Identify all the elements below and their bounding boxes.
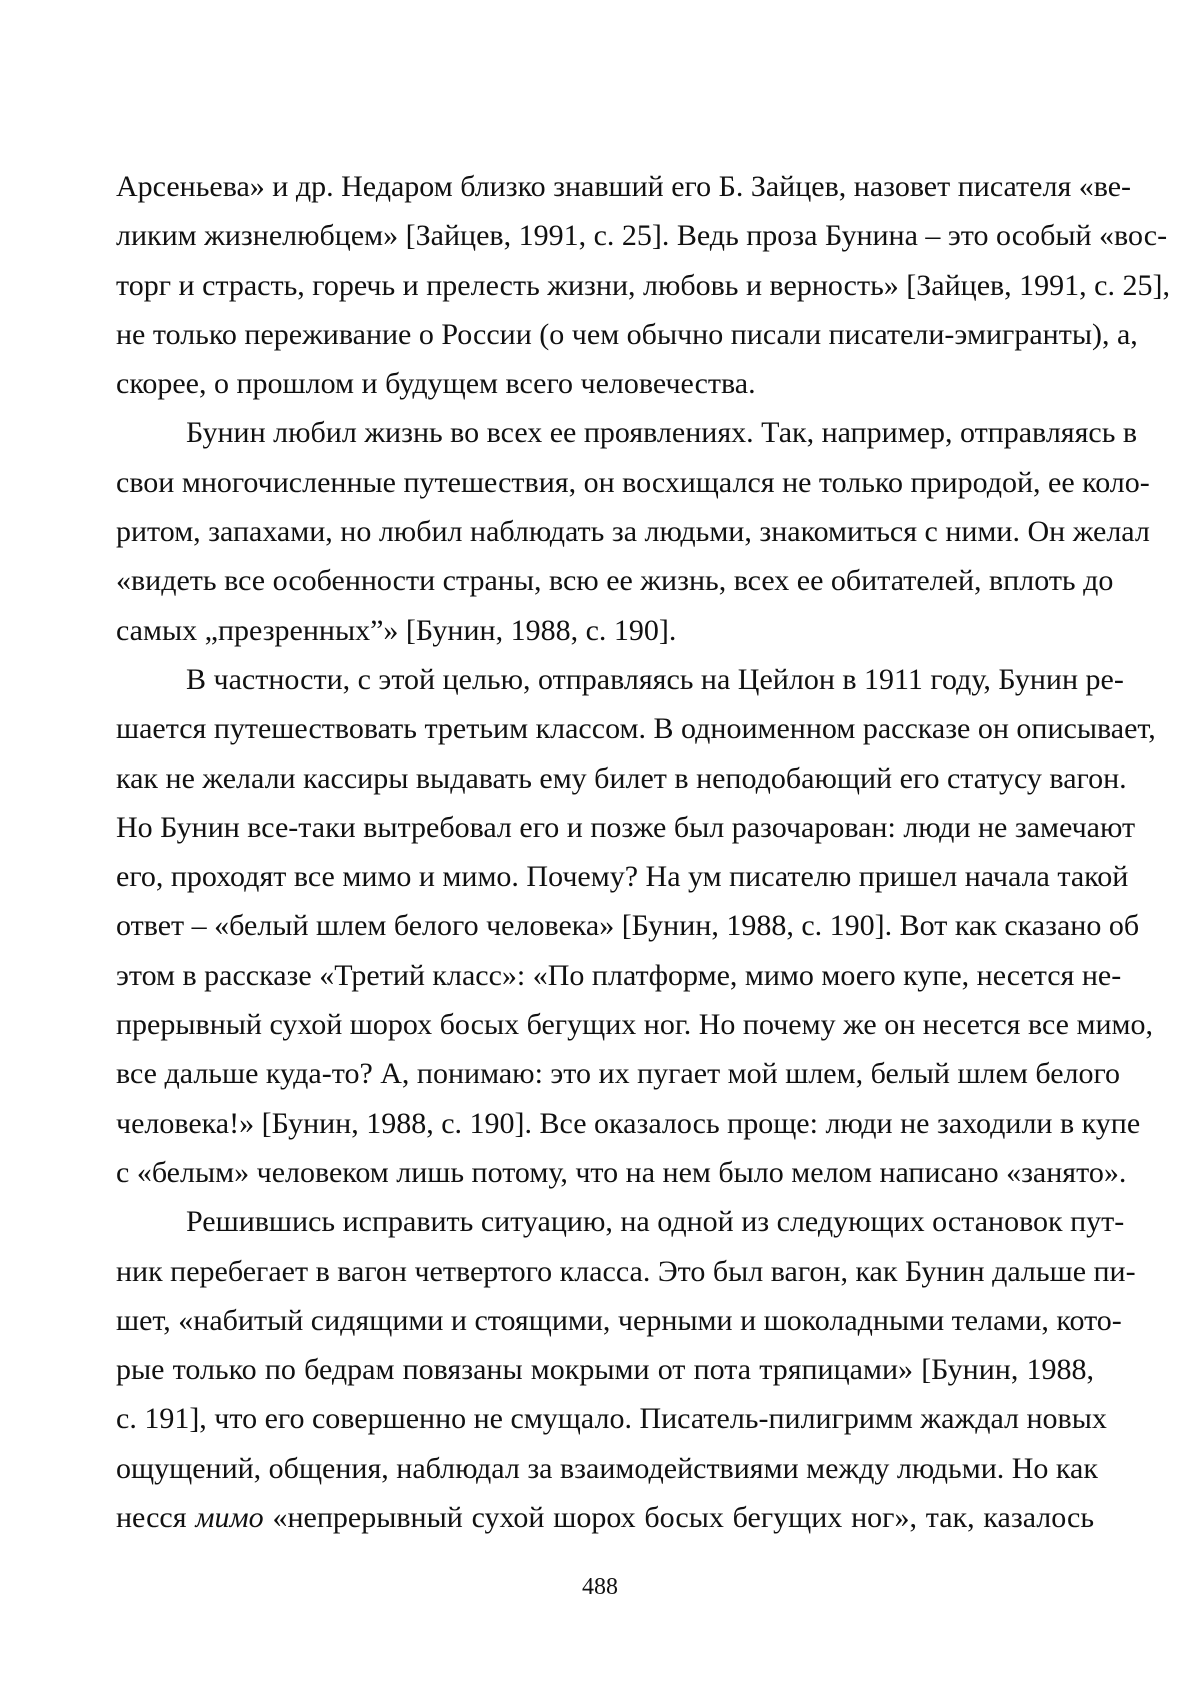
text-line: ритом, запахами, но любил наблюдать за людьми, знакомиться с ними. Он желал bbox=[116, 515, 1150, 549]
text-line: В частности, с этой целью, отправляясь на Цейлон в 1911 году, Бунин ре- bbox=[186, 662, 1124, 696]
text-line: с. 191], что его совершенно не смущало. Писатель-пилигримм жаждал новых bbox=[116, 1402, 1107, 1436]
paragraph bbox=[116, 655, 1156, 1197]
text-line: не только переживание о России (о чем обычно писали писатели-эмигранты), а, bbox=[116, 317, 1138, 351]
text-line: Бунин любил жизнь во всех ее проявлениях. Так, например, отправляясь в bbox=[186, 416, 1138, 450]
text-line: торг и страсть, горечь и прелесть жизни, любовь и верность» [Зайцев, 1991, с. 25], bbox=[116, 268, 1170, 302]
text-line: ответ – «белый шлем белого человека» [Бунин, 1988, с. 190]. Вот как сказано об bbox=[116, 909, 1140, 943]
text-line: его, проходят все мимо и мимо. Почему? На ум писателю пришел начала такой bbox=[116, 860, 1129, 894]
text-line: с «белым» человеком лишь потому, что на нем было мелом написано «занято». bbox=[116, 1155, 1127, 1189]
text-line: «видеть все особенности страны, всю ее жизнь, всех ее обитателей, вплоть до bbox=[116, 564, 1114, 598]
text-line: прерывный сухой шорох босых бегущих ног. Но почему же он несется все мимо, bbox=[116, 1008, 1153, 1042]
page-number: 488 bbox=[582, 1574, 618, 1600]
text-line-final bbox=[116, 1493, 1094, 1542]
italic-emphasis: мимо bbox=[195, 1501, 264, 1535]
text-line: Решившись исправить ситуацию, на одной из следующих остановок пут- bbox=[186, 1205, 1125, 1239]
text-line: ник перебегает в вагон четвертого класса. Это был вагон, как Бунин дальше пи- bbox=[116, 1254, 1136, 1288]
paragraph bbox=[116, 162, 1170, 408]
text-line: ощущений, общения, наблюдал за взаимодействиями между людьми. Но как bbox=[116, 1451, 1098, 1485]
text-line: свои многочисленные путешествия, он восхищался не только природой, ее коло- bbox=[116, 465, 1150, 499]
text-line: как не желали кассиры выдавать ему билет в неподобающий его статусу вагон. bbox=[116, 761, 1127, 795]
text-line: шается путешествовать третьим классом. В одноименном рассказе он описывает, bbox=[116, 712, 1156, 746]
body-text bbox=[116, 162, 1170, 1542]
paragraph bbox=[116, 408, 1150, 654]
text-line: самых „презренных”» [Бунин, 1988, с. 190]. bbox=[116, 613, 677, 647]
text-fragment: «непрерывный сухой шорох босых бегущих ног», так, казалось bbox=[263, 1501, 1095, 1535]
paragraph bbox=[116, 1197, 1136, 1493]
text-line: Арсеньева» и др. Недаром близко знавший его Б. Зайцев, назовет писателя «ве- bbox=[116, 170, 1132, 203]
text-fragment: несся bbox=[116, 1501, 196, 1535]
text-line: человека!» [Бунин, 1988, с. 190]. Все оказалось проще: люди не заходили в купе bbox=[116, 1106, 1141, 1140]
text-line: этом в рассказе «Третий класс»: «По платформе, мимо моего купе, несется не- bbox=[116, 958, 1122, 992]
text-line: ликим жизнелюбцем» [Зайцев, 1991, с. 25]. Ведь проза Бунина – это особый «вос- bbox=[116, 219, 1168, 253]
text-line: скорее, о прошлом и будущем всего человечества. bbox=[116, 367, 756, 401]
text-line: Но Бунин все-таки вытребовал его и позже был разочарован: люди не замечают bbox=[116, 810, 1136, 844]
text-line: шет, «набитый сидящими и стоящими, черными и шоколадными телами, кото- bbox=[116, 1303, 1122, 1337]
text-line: рые только по бедрам повязаны мокрыми от пота тряпицами» [Бунин, 1988, bbox=[116, 1353, 1094, 1387]
text-line: все дальше куда-то? А, понимаю: это их пугает мой шлем, белый шлем белого bbox=[116, 1057, 1121, 1091]
